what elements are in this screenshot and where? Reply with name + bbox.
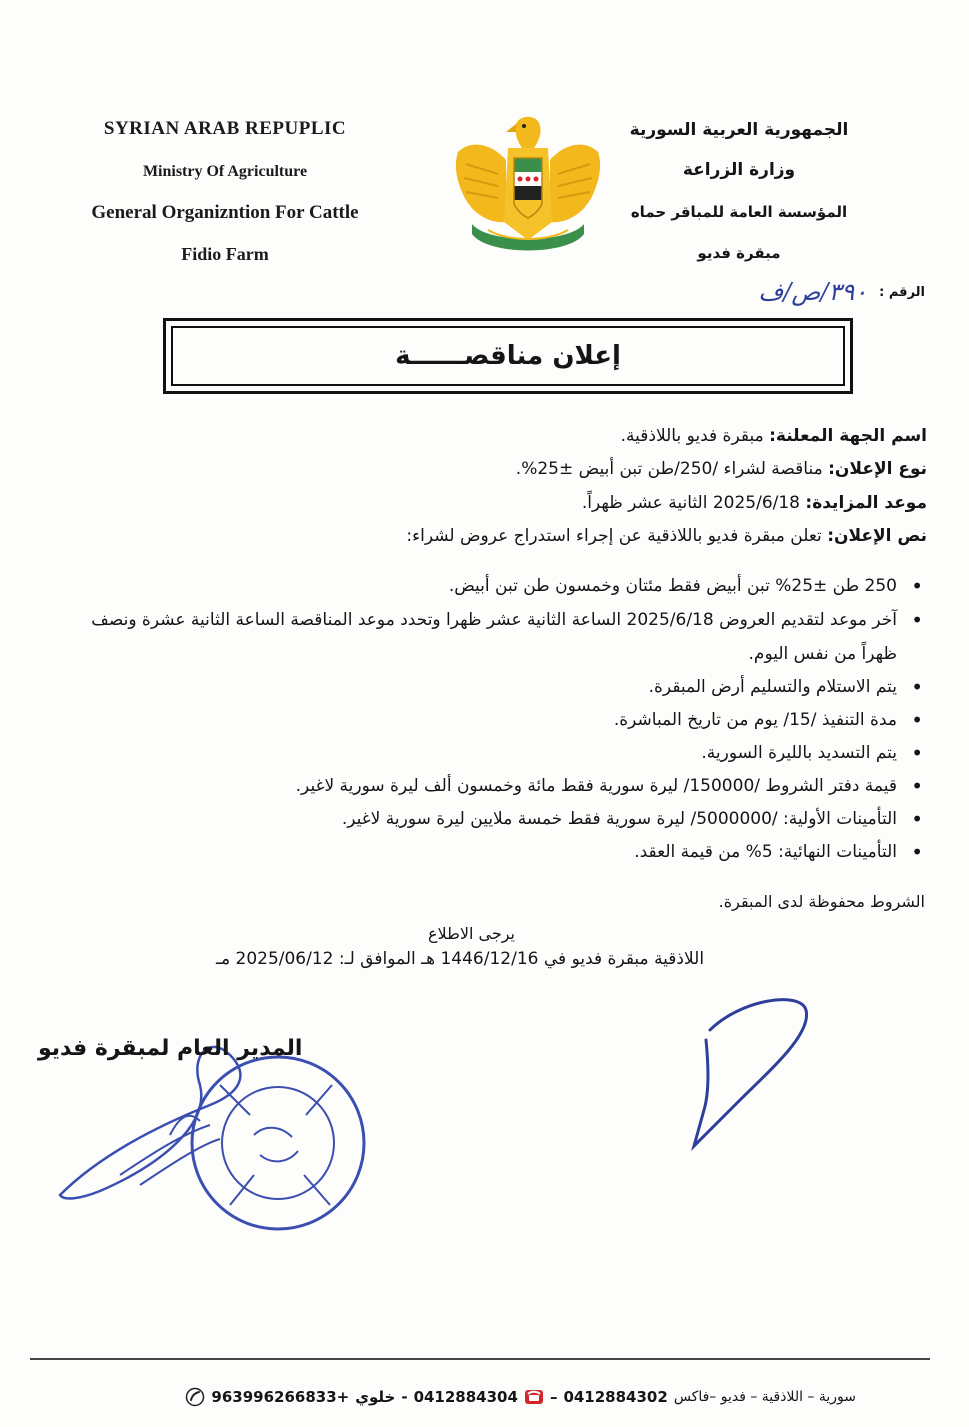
list-item: • يتم التسديد بالليرة السورية. <box>67 737 927 770</box>
list-item: • قيمة دفتر الشروط /150000/ ليرة سورية فقط مائة وخمسون ألف ليرة سورية لاغير. <box>67 770 927 803</box>
footer-separator: – <box>549 1388 558 1406</box>
field-announcement-type <box>516 459 927 479</box>
list-item: • مدة التنفيذ /15/ يوم من تاريخ المباشرة. <box>67 704 927 737</box>
field-value: مناقصة لشراء /250/طن تبن أبيض ±25%. <box>515 459 829 479</box>
footer-contact <box>116 1387 856 1407</box>
arabic-header <box>589 112 889 274</box>
english-header <box>40 112 410 276</box>
mobile-phone-icon <box>185 1387 205 1407</box>
footer-mobile: +963996266833 <box>211 1388 350 1406</box>
field-key: موعد المزايدة: <box>805 493 927 513</box>
terms-list <box>67 570 927 869</box>
footer-mobile-label: خلوي <box>355 1388 396 1406</box>
announcement-title-box <box>163 318 853 394</box>
please-note: يرجى الاطلاع <box>428 924 515 943</box>
footer-separator: - <box>401 1388 408 1406</box>
signature-icon <box>680 990 830 1160</box>
list-item: • آخر موعد لتقديم العروض 2025/6/18 الساعة الثانية عشر ظهرا وتحدد موعد المناقصة الساعة الثانية عشرة ونصف ظهراً من نفس اليوم. <box>67 603 927 671</box>
signatory-title: المدير العام لمبقرة فديو <box>38 1036 303 1061</box>
footer-divider <box>30 1358 930 1360</box>
organization-name-en: General Organizntion For Cattle <box>91 202 359 223</box>
reference-value: ٣٩٠/ص/ف <box>758 278 868 306</box>
field-announcer <box>621 426 927 446</box>
list-item: • يتم الاستلام والتسليم أرض المبقرة. <box>67 671 927 704</box>
country-name-ar: الجمهورية العربية السورية <box>629 120 849 140</box>
country-name-en: SYRIAN ARAB REPUPLIC <box>103 118 347 139</box>
field-key: نوع الإعلان: <box>828 459 927 479</box>
organization-name-ar: المؤسسة العامة للمباقر حماه <box>630 203 848 221</box>
list-item: • التأمينات النهائية: 5% من قيمة العقد. <box>67 836 927 869</box>
field-value: مبقرة فديو باللاذقية. <box>620 426 770 446</box>
reference-label: الرقم : <box>879 284 925 300</box>
date-line: اللاذقية مبقرة فديو في 1446/12/16 هـ الموافق لـ: 2025/06/12 مـ <box>216 949 705 969</box>
field-value: تعلن مبقرة فديو باللاذقية عن إجراء استدراج عروض لشراء: <box>406 526 828 546</box>
field-key: اسم الجهة المعلنة: <box>769 426 927 446</box>
field-value: 2025/6/18 الثانية عشر ظهراً. <box>581 493 806 513</box>
field-key: نص الإعلان: <box>827 526 927 546</box>
announcement-title: إعلان مناقصــــــة <box>171 326 845 386</box>
farm-name-en: Fidio Farm <box>181 244 269 264</box>
footer-address: سورية – اللاذقية – فديو –فاكس <box>673 1389 856 1405</box>
farm-name-ar: مبقرة فديو <box>697 244 781 262</box>
syrian-eagle-emblem-icon <box>448 112 608 262</box>
list-item: • 250 طن ±25% تبن أبيض فقط مئتان وخمسون طن تبن أبيض. <box>67 570 927 603</box>
footer-fax: 0412884302 <box>563 1388 668 1406</box>
conditions-note: الشروط محفوظة لدى المبقرة. <box>718 892 925 911</box>
field-announcement-text <box>406 526 927 546</box>
telephone-icon <box>524 1387 544 1407</box>
reference-number <box>758 278 925 306</box>
footer-phone: 0412884304 <box>413 1388 518 1406</box>
ministry-name-en: Ministry Of Agriculture <box>142 163 308 180</box>
list-item: • التأمينات الأولية: /5000000/ ليرة سورية فقط خمسة ملايين ليرة سورية لاغير. <box>67 803 927 836</box>
field-auction-date <box>582 493 927 513</box>
ministry-name-ar: وزارة الزراعة <box>682 160 796 180</box>
